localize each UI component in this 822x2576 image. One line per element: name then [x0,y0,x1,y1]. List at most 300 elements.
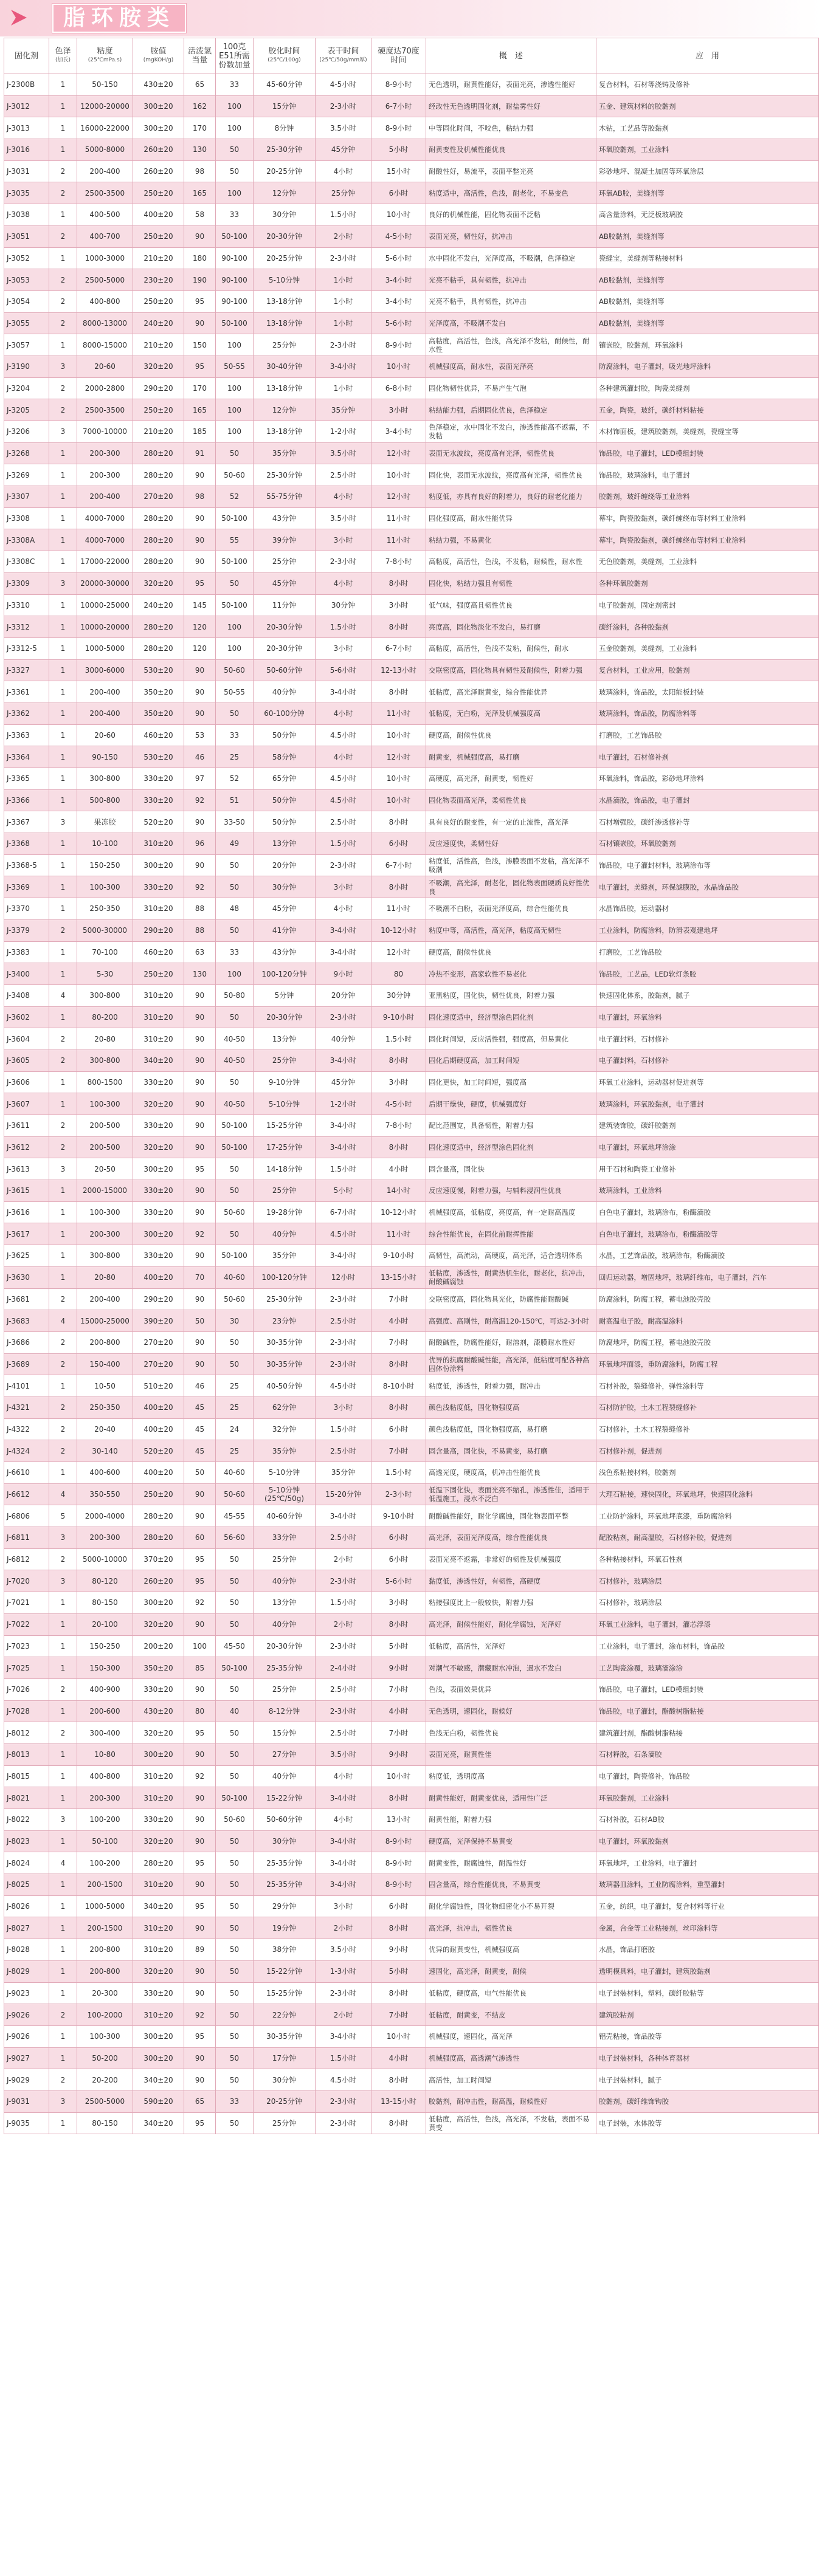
table-row [4,594,819,616]
cell-dry-time: 2.5小时 [316,1310,371,1332]
cell-gel-time: 25-30分钟 [254,1288,316,1310]
cell-cure-time: 10小时 [371,1765,426,1787]
cell-h-equivalent: 92 [184,1223,216,1245]
cell-viscosity: 8000-15000 [77,334,133,356]
cell-viscosity: 16000-22000 [77,117,133,139]
cell-gel-time: 40分钟 [254,1223,316,1245]
cell-color: 1 [49,833,77,855]
cell-gel-time: 8分钟 [254,117,316,139]
table-row [4,377,819,399]
cell-mix-ratio: 50 [216,1592,254,1614]
cell-cure-time: 10小时 [371,724,426,746]
cell-color: 1 [49,1830,77,1852]
cell-color: 1 [49,702,77,724]
cell-viscosity: 200-800 [77,1939,133,1961]
cell-gel-time: 11分钟 [254,594,316,616]
cell-color: 3 [49,572,77,594]
cell-h-equivalent: 95 [184,290,216,312]
cell-dry-time: 2-3小时 [316,2112,371,2134]
cell-gel-time: 41分钟 [254,919,316,941]
cell-mix-ratio: 33 [216,941,254,963]
cell-viscosity: 17000-22000 [77,551,133,573]
cell-mix-ratio: 50 [216,1765,254,1787]
cell-cure-time: 4小时 [371,1700,426,1722]
cell-application: 饰品胶，电子灌封材料，玻璃涂布等 [596,854,819,876]
cell-viscosity: 90-150 [77,746,133,768]
table-row [4,659,819,681]
cell-model: J-3365 [4,768,49,790]
cell-dry-time: 3.5小时 [316,1743,371,1765]
table-row [4,2025,819,2047]
table-row [4,811,819,833]
cell-h-equivalent: 45 [184,1418,216,1440]
cell-description: 经改性无色透明固化剂，耐盐雾性好 [426,95,596,117]
cell-description: 高活性，加工时间短 [426,2069,596,2091]
cell-cure-time: 6-7小时 [371,95,426,117]
cell-model: J-8015 [4,1765,49,1787]
cell-cure-time: 13-15小时 [371,1266,426,1288]
table-row [4,1960,819,1982]
cell-model: J-6811 [4,1527,49,1549]
cell-description: 固化快，粘结力强且有韧性 [426,572,596,594]
cell-application: AB胶黏剂，美缝剂等 [596,269,819,291]
cell-dry-time: 3.5小时 [316,1939,371,1961]
cell-model: J-3308 [4,507,49,529]
cell-model: J-3051 [4,225,49,247]
cell-amine-value: 400±20 [133,1266,184,1288]
cell-viscosity: 200-600 [77,1700,133,1722]
cell-cure-time: 8小时 [371,1136,426,1158]
cell-cure-time: 5小时 [371,1960,426,1982]
header-dry-time: 表干时间 (25℃/50g/mm厚) [316,38,371,74]
cell-amine-value: 350±20 [133,681,184,703]
cell-amine-value: 300±20 [133,2025,184,2047]
cell-mix-ratio: 33-50 [216,811,254,833]
cell-cure-time: 6小时 [371,1418,426,1440]
cell-gel-time: 50-60分钟 [254,659,316,681]
cell-application: 环氧地坪，工业涂料，电子灌封 [596,1852,819,1874]
cell-description: 固化速度适中，经济型涂色固化剂 [426,1136,596,1158]
cell-mix-ratio: 50 [216,1006,254,1028]
cell-color: 3 [49,1158,77,1180]
cell-model: J-3031 [4,160,49,182]
cell-color: 2 [49,160,77,182]
cell-model: J-8029 [4,1960,49,1982]
cell-dry-time: 3小时 [316,1396,371,1418]
cell-cure-time: 12小时 [371,941,426,963]
cell-cure-time: 7小时 [371,1440,426,1462]
cell-application: 高含量涂料，无泛板玻璃胶 [596,204,819,226]
cell-application: 五金胶黏剂，美缝剂，工业涂料 [596,637,819,659]
cell-amine-value: 320±20 [133,1830,184,1852]
cell-application: 幕牢，陶瓷胶黏剂，碳纤缠绕布等材料工业涂料 [596,529,819,551]
cell-color: 1 [49,1375,77,1397]
cell-mix-ratio: 90-100 [216,290,254,312]
cell-gel-time: 5-10分钟 [254,1462,316,1484]
cell-dry-time: 3-4小时 [316,1049,371,1071]
cell-application: 电子灌封，陶瓷修补，饰品胶 [596,1765,819,1787]
cell-viscosity: 100-300 [77,2025,133,2047]
cell-color: 1 [49,1917,77,1939]
cell-description: 胶黏剂，耐冲击性，耐高温，耐候性好 [426,2090,596,2112]
cell-cure-time: 5小时 [371,139,426,161]
cell-model: J-7028 [4,1700,49,1722]
cell-gel-time: 12分钟 [254,182,316,204]
table-row [4,1678,819,1700]
cell-mix-ratio: 50 [216,2004,254,2026]
cell-application: AB胶黏剂，美缝剂等 [596,290,819,312]
cell-mix-ratio: 100 [216,963,254,985]
table-header-row [4,38,819,74]
cell-color: 2 [49,269,77,291]
cell-amine-value: 300±20 [133,854,184,876]
cell-application: 电子胶黏剂，固定剂密封 [596,594,819,616]
cell-color: 2 [49,1353,77,1375]
cell-amine-value: 210±20 [133,421,184,443]
cell-h-equivalent: 90 [184,1028,216,1050]
cell-viscosity: 150-250 [77,854,133,876]
cell-dry-time: 4小时 [316,572,371,594]
cell-color: 3 [49,421,77,443]
table-row [4,74,819,96]
cell-amine-value: 520±20 [133,811,184,833]
cell-viscosity: 400-800 [77,1765,133,1787]
cell-color: 1 [49,2025,77,2047]
cell-viscosity: 400-600 [77,1462,133,1484]
cell-mix-ratio: 50-60 [216,464,254,486]
cell-cure-time: 7-8小时 [371,551,426,573]
cell-mix-ratio: 24 [216,1418,254,1440]
table-row [4,486,819,508]
cell-dry-time: 3-4小时 [316,1245,371,1267]
table-row [4,1310,819,1332]
cell-model: J-3016 [4,139,49,161]
cell-h-equivalent: 90 [184,659,216,681]
cell-mix-ratio: 50 [216,1874,254,1896]
cell-application: 石材补胶，石材AB胶 [596,1809,819,1831]
cell-model: J-3379 [4,919,49,941]
cell-h-equivalent: 120 [184,616,216,638]
cell-model: J-3613 [4,1158,49,1180]
cell-mix-ratio: 50 [216,1331,254,1353]
cell-gel-time: 9-10分钟 [254,1071,316,1093]
table-row [4,1613,819,1635]
cell-h-equivalent: 97 [184,768,216,790]
cell-mix-ratio: 50 [216,1678,254,1700]
cell-gel-time: 20-30分钟 [254,616,316,638]
cell-dry-time: 4.5小时 [316,768,371,790]
cell-application: 回归运动器，增固地坪，玻璃纤维布，电子灌封，汽车 [596,1266,819,1288]
cell-dry-time: 35分钟 [316,1462,371,1484]
cell-description: 高强度、高刚性，耐高温120-150℃，可达2-3小时 [426,1310,596,1332]
table-row [4,984,819,1006]
cell-model: J-7023 [4,1635,49,1657]
cell-cure-time: 7小时 [371,2004,426,2026]
cell-gel-time: 43分钟 [254,507,316,529]
cell-description: 对潮气不敏感，潜藏耐水冲泡，遇水不发白 [426,1657,596,1679]
cell-h-equivalent: 96 [184,833,216,855]
cell-h-equivalent: 95 [184,2112,216,2134]
cell-gel-time: 25-35分钟 [254,1852,316,1874]
cell-h-equivalent: 90 [184,1245,216,1267]
cell-dry-time: 4小时 [316,702,371,724]
cell-application: 玻璃涂料，工业涂料 [596,1180,819,1202]
cell-description: 光亮不粘手，具有韧性，抗冲击 [426,290,596,312]
cell-h-equivalent: 80 [184,1700,216,1722]
cell-amine-value: 510±20 [133,1375,184,1397]
cell-h-equivalent: 90 [184,464,216,486]
cell-h-equivalent: 130 [184,139,216,161]
cell-gel-time: 22分钟 [254,2004,316,2026]
cell-h-equivalent: 90 [184,1006,216,1028]
cell-dry-time: 2-3小时 [316,551,371,573]
cell-cure-time: 8-9小时 [371,74,426,96]
table-row [4,117,819,139]
cell-h-equivalent: 90 [184,1917,216,1939]
cell-cure-time: 3小时 [371,594,426,616]
cell-dry-time: 4小时 [316,160,371,182]
table-row [4,1136,819,1158]
cell-description: 粘结力强，不易黄化 [426,529,596,551]
cell-cure-time: 8小时 [371,1613,426,1635]
cell-cure-time: 8小时 [371,572,426,594]
cell-cure-time: 8小时 [371,1396,426,1418]
product-spec-table [4,38,819,2134]
cell-color: 2 [49,1548,77,1570]
cell-model: J-3400 [4,963,49,985]
cell-application: 电子封装材料，塑料，碳纤胶粘等 [596,1982,819,2004]
cell-gel-time: 40-50分钟 [254,1375,316,1397]
cell-application: 胶黏剂，玻纤缠绕等工业涂料 [596,486,819,508]
cell-viscosity: 400-700 [77,225,133,247]
cell-h-equivalent: 90 [184,529,216,551]
cell-model: J-8025 [4,1874,49,1896]
cell-application: 快速固化体系，胶黏剂，腻子 [596,984,819,1006]
cell-model: J-3611 [4,1115,49,1137]
header-model: 固化剂 [4,38,49,74]
cell-application: 石材镶嵌胶，环氧胶黏剂 [596,833,819,855]
table-body [4,74,819,2134]
cell-viscosity: 2000-15000 [77,1180,133,1202]
cell-color: 2 [49,377,77,399]
cell-gel-time: 15-25分钟 [254,1982,316,2004]
cell-mix-ratio: 50 [216,1852,254,1874]
cell-cure-time: 10-12小时 [371,1201,426,1223]
cell-h-equivalent: 90 [184,1288,216,1310]
table-row [4,95,819,117]
table-row [4,2112,819,2134]
cell-h-equivalent: 130 [184,963,216,985]
cell-amine-value: 270±20 [133,1353,184,1375]
cell-model: J-9023 [4,1982,49,2004]
cell-amine-value: 340±20 [133,1049,184,1071]
cell-description: 高光泽，表面光泽度高，综合性能优良 [426,1527,596,1549]
cell-dry-time: 2-3小时 [316,1635,371,1657]
cell-viscosity: 8000-13000 [77,312,133,334]
cell-viscosity: 20-60 [77,724,133,746]
cell-viscosity: 20-300 [77,1982,133,2004]
cell-h-equivalent: 145 [184,594,216,616]
cell-model: J-4321 [4,1396,49,1418]
cell-cure-time: 7小时 [371,1288,426,1310]
cell-h-equivalent: 90 [184,1787,216,1809]
cell-h-equivalent: 89 [184,1939,216,1961]
cell-mix-ratio: 40-50 [216,1049,254,1071]
cell-amine-value: 280±20 [133,616,184,638]
cell-model: J-9026 [4,2004,49,2026]
cell-description: 综合性能优良，在固化前耐挥性能 [426,1223,596,1245]
cell-gel-time: 65分钟 [254,768,316,790]
cell-color: 1 [49,1613,77,1635]
cell-description: 高光泽，耐候性能好，耐化学腐蚀，光泽好 [426,1613,596,1635]
cell-dry-time: 4.5小时 [316,2069,371,2091]
cell-viscosity: 150-300 [77,1657,133,1679]
cell-mix-ratio: 49 [216,833,254,855]
cell-mix-ratio: 50 [216,2047,254,2069]
cell-dry-time: 4-5小时 [316,74,371,96]
cell-mix-ratio: 50-100 [216,551,254,573]
cell-model: J-3370 [4,898,49,920]
cell-mix-ratio: 50 [216,1613,254,1635]
cell-gel-time: 5-10分钟 [254,269,316,291]
table-row [4,1418,819,1440]
cell-application: 浅色系粘接材料，胶黏剂 [596,1462,819,1484]
cell-amine-value: 200±20 [133,1635,184,1657]
cell-viscosity: 果冻胶 [77,811,133,833]
table-row [4,139,819,161]
table-row [4,1809,819,1831]
cell-model: J-3307 [4,486,49,508]
cell-dry-time: 30分钟 [316,594,371,616]
cell-description: 粘结能力强，后期固化优良，色泽稳定 [426,399,596,421]
cell-application: 电子灌封料，石材修补 [596,1049,819,1071]
table-row [4,1895,819,1917]
cell-cure-time: 9-10小时 [371,1245,426,1267]
cell-model: J-3368 [4,833,49,855]
cell-mix-ratio: 50-55 [216,355,254,377]
cell-cure-time: 4小时 [371,1310,426,1332]
cell-viscosity: 2500-5000 [77,269,133,291]
cell-color: 1 [49,637,77,659]
cell-mix-ratio: 50 [216,919,254,941]
cell-amine-value: 250±20 [133,1483,184,1505]
cell-color: 1 [49,876,77,898]
cell-model: J-3190 [4,355,49,377]
table-row [4,355,819,377]
cell-model: J-9031 [4,2090,49,2112]
cell-model: J-3205 [4,399,49,421]
cell-color: 1 [49,963,77,985]
table-row [4,1331,819,1353]
cell-model: J-3035 [4,182,49,204]
cell-amine-value: 240±20 [133,594,184,616]
cell-h-equivalent: 100 [184,1635,216,1657]
cell-mix-ratio: 100 [216,95,254,117]
cell-cure-time: 8-9小时 [371,1874,426,1896]
cell-color: 1 [49,768,77,790]
cell-description: 低气味，强度高且韧性优良 [426,594,596,616]
cell-amine-value: 330±20 [133,1245,184,1267]
cell-application: 用于石材和陶瓷工业修补 [596,1158,819,1180]
cell-cure-time: 15小时 [371,160,426,182]
cell-amine-value: 250±20 [133,963,184,985]
cell-amine-value: 210±20 [133,334,184,356]
cell-model: J-3607 [4,1093,49,1115]
table-row [4,551,819,573]
cell-h-equivalent: 90 [184,1071,216,1093]
cell-model: J-8026 [4,1895,49,1917]
cell-color: 1 [49,1960,77,1982]
cell-cure-time: 10小时 [371,464,426,486]
cell-color: 2 [49,312,77,334]
cell-color: 2 [49,919,77,941]
cell-description: 交联密度高，固化物具有韧性及耐候性，附着力强 [426,659,596,681]
cell-model: J-3206 [4,421,49,443]
cell-gel-time: 5-10分钟(25℃/50g) [254,1483,316,1505]
cell-h-equivalent: 90 [184,1201,216,1223]
category-title-text: 脂环胺类 [63,5,176,30]
cell-dry-time: 2小时 [316,225,371,247]
cell-application: 五金，纺织，电子灌封，复合材料等行业 [596,1895,819,1917]
cell-amine-value: 320±20 [133,1960,184,1982]
cell-h-equivalent: 50 [184,1310,216,1332]
cell-application: 镶嵌胶，胶黏剂，环氧涂料 [596,334,819,356]
table-row [4,833,819,855]
cell-mix-ratio: 100 [216,117,254,139]
cell-color: 2 [49,290,77,312]
cell-dry-time: 2.5小时 [316,464,371,486]
cell-color: 2 [49,1396,77,1418]
cell-dry-time: 12小时 [316,1266,371,1288]
cell-description: 速固化，高光泽，耐黄变，耐候 [426,1960,596,1982]
cell-model: J-3327 [4,659,49,681]
cell-application: 环氧涂料，饰品胶，彩砂地坪涂料 [596,768,819,790]
cell-color: 1 [49,1201,77,1223]
cell-model: J-9026 [4,2025,49,2047]
cell-description: 固化强度高，耐水性能优异 [426,507,596,529]
cell-mix-ratio: 100 [216,334,254,356]
cell-viscosity: 20-40 [77,1418,133,1440]
cell-cure-time: 6-7小时 [371,854,426,876]
table-row [4,1440,819,1462]
cell-dry-time: 45分钟 [316,139,371,161]
cell-gel-time: 19-28分钟 [254,1201,316,1223]
cell-dry-time: 2-3小时 [316,1353,371,1375]
cell-viscosity: 4000-7000 [77,529,133,551]
cell-color: 1 [49,1939,77,1961]
table-row [4,854,819,876]
cell-mix-ratio: 50 [216,1917,254,1939]
cell-h-equivalent: 88 [184,919,216,941]
cell-viscosity: 250-350 [77,1396,133,1418]
cell-application: 耐高温电子胶，耐高温涂料 [596,1310,819,1332]
cell-application: 环氧胶黏剂，工业涂料 [596,1787,819,1809]
cell-color: 2 [49,1678,77,1700]
cell-description: 固化速度适中，经济型涂色固化剂 [426,1006,596,1028]
cell-model: J-4324 [4,1440,49,1462]
table-row [4,1093,819,1115]
cell-cure-time: 6-8小时 [371,377,426,399]
cell-color: 1 [49,1982,77,2004]
cell-amine-value: 250±20 [133,182,184,204]
cell-amine-value: 310±20 [133,1917,184,1939]
table-row [4,898,819,920]
cell-gel-time: 30分钟 [254,2069,316,2091]
cell-amine-value: 240±20 [133,312,184,334]
cell-description: 低粘度，无白粉，光泽及机械强度高 [426,702,596,724]
cell-color: 2 [49,1722,77,1744]
cell-description: 固化时间短，反应活性强，强度高，但易黄化 [426,1028,596,1050]
